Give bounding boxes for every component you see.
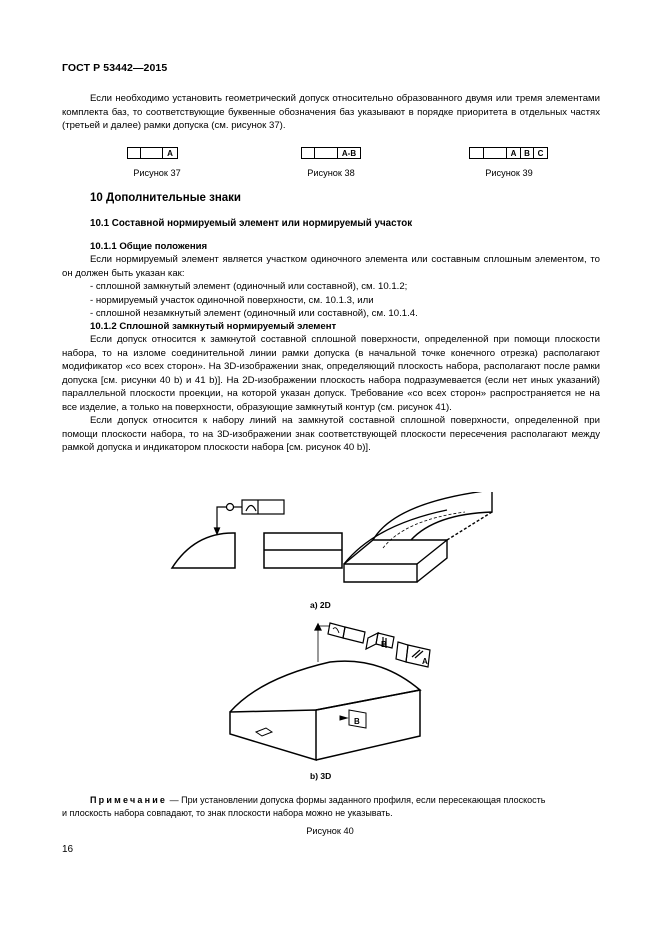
datum-letter: A bbox=[167, 148, 173, 158]
figure-37 bbox=[127, 147, 178, 159]
figure-39-caption: Рисунок 39 bbox=[485, 168, 533, 178]
plane-indicator-on-part bbox=[256, 710, 366, 736]
plane-datum-label: B bbox=[354, 717, 360, 726]
document-header: ГОСТ Р 53442—2015 bbox=[62, 62, 168, 74]
datum-letter: B bbox=[521, 148, 534, 158]
section-10-1-2-p1: Если допуск относится к замкнутой составной сплошной поверхности, определенной при помощи плоскости набора, то на изломе соединительной линии рамки допуска (в начальной точке конечного отрезка) располагают модификатор «со всех сторон». На 3D-изображении знак, определяющий плоскость набора, располагают после рамки допуска [см. рисунки 40 b) и 41 b)]. На 2D-изображении плоскость набора подразумевается (если нет иных указаний) параллельной плоскости проекции, на которой указан допуск. Требование «со всех сторон» распространяется не на все изделие, а только на поверхности, образующие замкнутый контур (см. рисунок 41). bbox=[62, 334, 600, 413]
figure-40-caption: Рисунок 40 bbox=[306, 826, 354, 836]
tolerance-frame bbox=[301, 147, 361, 159]
profile-part-front bbox=[172, 533, 235, 568]
page-number: 16 bbox=[62, 844, 74, 855]
note-prefix: Примечание bbox=[90, 795, 168, 805]
note-dash: — bbox=[167, 795, 182, 805]
intersection-plane-indicator bbox=[366, 633, 394, 649]
note bbox=[62, 794, 607, 820]
figure-39 bbox=[469, 147, 548, 159]
section-10-1-2-body bbox=[62, 333, 600, 455]
note-text-1: При установлении допуска формы заданного профиля, если пересекающая плоскость bbox=[181, 795, 546, 805]
figure-37-caption: Рисунок 37 bbox=[133, 168, 181, 178]
tolerance-frame bbox=[469, 147, 548, 159]
section-10-1-title: 10.1 Составной нормируемый элемент или нормируемый участок bbox=[90, 218, 413, 229]
list-item: - нормируемый участок одиночной поверхности, см. 10.1.3, или bbox=[90, 294, 374, 306]
part-3d bbox=[230, 661, 420, 760]
tolerance-frame bbox=[127, 147, 178, 159]
figure-38 bbox=[301, 147, 361, 159]
list-item: - сплошной замкнутый элемент (одиночный или составной), см. 10.1.2; bbox=[90, 281, 408, 292]
profile-part-iso bbox=[344, 492, 492, 582]
datum-a-label: A bbox=[422, 657, 428, 666]
section-10-1-1-text: Если нормируемый элемент является участком одиночного элемента или составным сплошным элементом, то он должен быть указан как: bbox=[62, 254, 600, 279]
intro-paragraph bbox=[62, 92, 600, 133]
figure-40a-drawing bbox=[165, 492, 505, 604]
datum-b-label: B bbox=[381, 640, 387, 649]
figure-40b-drawing bbox=[220, 620, 440, 770]
tolerance-frame-2d bbox=[215, 500, 285, 534]
intro-text: Если необходимо установить геометрический допуск относительно образованного двумя или тремя элементами комплекта баз, то соответствующие буквенные обозначения баз указывают в порядке приоритета в отдельных частях (третьей и далее) рамки допуска (см. рисунок 37). bbox=[62, 93, 600, 131]
figure-40b-label: b) 3D bbox=[310, 771, 332, 781]
section-10-1-1-title: 10.1.1 Общие положения bbox=[90, 241, 208, 252]
profile-part-side bbox=[264, 533, 342, 568]
section-10-1-2-p2: Если допуск относится к набору линий на замкнутой составной сплошной поверхности, определенной при помощи плоскости набора, то на 3D-изображении знак соответствующей плоскости пересечения располагают между рамкой допуска и индикатором плоскости набора [см. рисунок 40 b)]. bbox=[62, 415, 600, 453]
list-item: - сплошной незамкнутый элемент (одиночный или составной), см. 10.1.4. bbox=[90, 308, 418, 319]
section-10-title: 10 Дополнительные знаки bbox=[90, 192, 241, 204]
datum-letter: A bbox=[507, 148, 521, 158]
note-text-2: и плоскость набора совпадают, то знак плоскости набора можно не указывать. bbox=[62, 808, 393, 818]
figure-38-caption: Рисунок 38 bbox=[307, 168, 355, 178]
tolerance-frame-3d bbox=[315, 623, 365, 662]
section-10-1-2-title: 10.1.2 Сплошной замкнутый нормируемый элемент bbox=[90, 321, 337, 332]
datum-letter: A-B bbox=[341, 148, 357, 158]
datum-letter: C bbox=[537, 148, 544, 158]
section-10-1-1-body bbox=[62, 253, 600, 321]
figure-40a-label: а) 2D bbox=[310, 600, 331, 610]
